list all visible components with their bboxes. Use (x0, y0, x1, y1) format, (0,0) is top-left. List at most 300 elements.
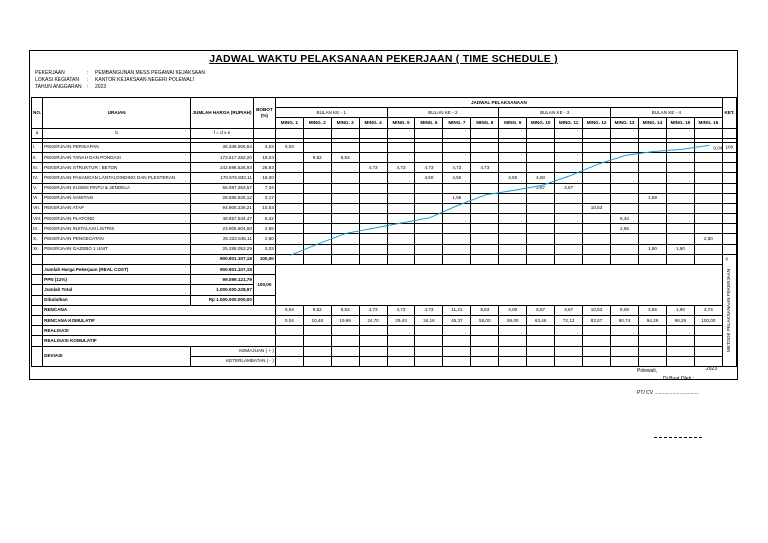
row-week-value (583, 224, 611, 234)
total-empty (275, 254, 303, 264)
row-week-value (694, 142, 722, 152)
header-week: MING. 5 (387, 118, 415, 128)
sign-made-by: Di Buat Oleh : (663, 376, 695, 382)
row-week-value (275, 152, 303, 162)
deviasi-value (387, 356, 415, 366)
row-week-value (611, 163, 639, 173)
letter-cell (275, 128, 303, 138)
plan-value: 72,13 (555, 315, 583, 325)
row-week-value (275, 203, 303, 213)
realisasi-value (471, 326, 499, 336)
row-no: VIII. (32, 214, 43, 224)
row-week-value (527, 244, 555, 254)
summary-week-span (275, 295, 722, 305)
total-bobot: 100,00 (253, 254, 275, 264)
scale-top-label: 100 (725, 144, 734, 150)
plan-value: 4,00 (499, 305, 527, 315)
row-harga: 242.696.626,93 (191, 163, 254, 173)
row-week-value (331, 193, 359, 203)
row-week-value: 1,58 (443, 193, 471, 203)
row-harga: 23.905.604,50 (191, 224, 254, 234)
realisasi-label: REALISASI (43, 326, 276, 336)
row-week-value (443, 214, 471, 224)
header-bobot: BOBOT (%) (253, 98, 275, 129)
header-month: BULAN KE - 2 (387, 108, 499, 118)
row-ket (722, 173, 736, 183)
deviasi-value (611, 346, 639, 356)
header-month: BULAN KE - 4 (611, 108, 723, 118)
letter-cell (638, 128, 666, 138)
row-week-value (275, 214, 303, 224)
row-week-value (694, 173, 722, 183)
row-week-value (527, 203, 555, 213)
summary-label: PPN (11%) (43, 275, 191, 285)
total-empty (471, 254, 499, 264)
realisasi-value (583, 326, 611, 336)
row-no: IX. (32, 224, 43, 234)
row-ket (722, 244, 736, 254)
row-week-value (666, 224, 694, 234)
row-week-value (499, 224, 527, 234)
metode-label (722, 254, 736, 366)
info-value: PEMBANGUNAN MESS PEGAWAI KEJAKSAAN (95, 70, 205, 76)
plan-empty (32, 346, 43, 366)
row-week-value (415, 183, 443, 193)
header-week: MING. 4 (359, 118, 387, 128)
row-week-value (331, 244, 359, 254)
row-week-value (638, 142, 666, 152)
row-harga: 28.586.525,12 (191, 193, 254, 203)
total-empty (303, 254, 331, 264)
row-week-value (638, 224, 666, 234)
row-name: PEKERJAAN PASANGAN LANTAI,DINDING DAN PLESTERAN (43, 173, 191, 183)
row-week-value (331, 224, 359, 234)
deviasi-value (471, 346, 499, 356)
row-week-value (471, 224, 499, 234)
row-week-value (499, 163, 527, 173)
row-week-value (471, 152, 499, 162)
summary-week-span (275, 285, 722, 295)
row-week-value (443, 203, 471, 213)
row-week-value (583, 244, 611, 254)
row-week-value (527, 234, 555, 244)
summary-empty (253, 265, 275, 275)
kemajuan-label: KEMAJUAN ( + ) (191, 346, 276, 356)
info-row: LOKASI KEGIATAN : KANTOR KEJAKSAAN NEGERI POLEWALI (35, 77, 194, 83)
row-no: VI. (32, 193, 43, 203)
row-week-value (387, 193, 415, 203)
table-row (32, 244, 737, 254)
plan-value: 4,73 (359, 305, 387, 315)
row-week-value (415, 203, 443, 213)
deviasi-value (303, 356, 331, 366)
letter-cell (694, 128, 722, 138)
row-week-value: 4,73 (443, 163, 471, 173)
row-week-value (415, 224, 443, 234)
realisasi-value (666, 336, 694, 346)
deviasi-value (694, 356, 722, 366)
plan-value: 24,70 (359, 315, 387, 325)
deviasi-value (555, 356, 583, 366)
row-week-value (415, 152, 443, 162)
deviasi-label: DEVIASI (43, 346, 191, 366)
plan-value: 10,53 (583, 305, 611, 315)
summary-week-span (275, 265, 722, 275)
row-week-value (303, 193, 331, 203)
row-week-value (359, 234, 387, 244)
row-week-value: 5,42 (611, 214, 639, 224)
table-row (32, 183, 737, 193)
row-week-value: 10,53 (583, 203, 611, 213)
table-row (32, 142, 737, 152)
row-week-value: 4,50 (443, 173, 471, 183)
row-harga: 25.232.845,11 (191, 234, 254, 244)
plan-value: 8,57 (527, 305, 555, 315)
realisasi-value (275, 336, 303, 346)
row-ket (722, 152, 736, 162)
row-week-value (666, 234, 694, 244)
total-empty (666, 254, 694, 264)
row-week-value (415, 214, 443, 224)
row-week-value: 2,65 (611, 224, 639, 234)
row-no: III. (32, 163, 43, 173)
deviasi-value (387, 346, 415, 356)
row-week-value (638, 214, 666, 224)
plan-value: 90,74 (611, 315, 639, 325)
summary-empty (32, 275, 43, 285)
total-empty (43, 254, 191, 264)
plan-empty (32, 336, 43, 346)
plan-value: 9,52 (303, 305, 331, 315)
sign-year: 2023 (706, 366, 718, 372)
row-week-value (694, 163, 722, 173)
row-week-value (555, 234, 583, 244)
row-week-value (331, 173, 359, 183)
row-week-value (611, 234, 639, 244)
row-harga: 66.087.263,57 (191, 183, 254, 193)
table-row (32, 214, 737, 224)
letter-cell (722, 128, 736, 138)
row-week-value (611, 152, 639, 162)
deviasi-value (443, 346, 471, 356)
row-week-value (387, 234, 415, 244)
total-empty (583, 254, 611, 264)
row-harga: 48.857.534,47 (191, 214, 254, 224)
realisasi-value (555, 336, 583, 346)
summary-row (32, 265, 737, 275)
row-week-value (611, 244, 639, 254)
row-week-value (359, 142, 387, 152)
summary-row (32, 275, 737, 285)
row-week-value (499, 234, 527, 244)
deviasi-value (638, 356, 666, 366)
table-row (32, 234, 737, 244)
row-week-value (583, 173, 611, 183)
row-week-value (666, 214, 694, 224)
deviasi-value (583, 346, 611, 356)
plan-value: 29,43 (387, 315, 415, 325)
header-uraian: URAIAN (43, 98, 191, 129)
row-week-value (443, 244, 471, 254)
row-week-value (555, 193, 583, 203)
info-value: 2023 (95, 84, 107, 90)
deviasi-value (415, 346, 443, 356)
row-week-value (694, 203, 722, 213)
plan-label: RENCANA (43, 305, 276, 315)
deviasi-value (527, 346, 555, 356)
deviasi-value (666, 346, 694, 356)
letter-cell (555, 128, 583, 138)
header-month: BULAN KE - 1 (275, 108, 387, 118)
total-harga: 900.901.107,18 (191, 254, 254, 264)
row-week-value (443, 183, 471, 193)
realisasi-value (694, 326, 722, 336)
deviasi-value (415, 356, 443, 366)
page-title: JADWAL WAKTU PELAKSANAAN PEKERJAAN ( TIME SCHEDULE ) (209, 53, 558, 65)
row-week-value (303, 203, 331, 213)
row-week-value (275, 234, 303, 244)
realisasi-row (32, 326, 737, 336)
row-bobot: 3,17 (253, 193, 275, 203)
letter-cell (471, 128, 499, 138)
row-week-value: 3,67 (527, 183, 555, 193)
plan-value: 4,73 (387, 305, 415, 315)
row-name: PEKERJAAN PERSIAPAN (43, 142, 191, 152)
row-week-value (387, 224, 415, 234)
plan-empty (32, 315, 43, 325)
header-row (32, 98, 737, 108)
row-no: XI. (32, 244, 43, 254)
summary-bobot: 100,00 (253, 275, 275, 295)
row-week-value (611, 203, 639, 213)
deviasi-row (32, 346, 737, 356)
table-row (32, 173, 737, 183)
summary-empty (32, 265, 43, 275)
deviasi-value (443, 356, 471, 366)
row-bobot: 18,00 (253, 173, 275, 183)
header-week: MING. 12 (583, 118, 611, 128)
plan-value: 3,74 (694, 305, 722, 315)
summary-value: 99.099.121,79 (191, 275, 254, 285)
row-ket (722, 224, 736, 234)
row-week-value (471, 244, 499, 254)
plan-value: 55,00 (471, 315, 499, 325)
rencana-kum-row (32, 315, 737, 325)
row-week-value (583, 142, 611, 152)
row-week-value (555, 142, 583, 152)
row-week-value (666, 193, 694, 203)
total-empty (555, 254, 583, 264)
row-week-value: 4,73 (415, 163, 443, 173)
row-no: I. (32, 142, 43, 152)
info-row: PEKERJAAN : PEMBANGUNAN MESS PEGAWAI KEJAKSAAN (35, 70, 205, 76)
row-week-value (527, 142, 555, 152)
row-week-value (387, 173, 415, 183)
header-week: MING. 10 (527, 118, 555, 128)
row-week-value (638, 234, 666, 244)
row-ket (722, 163, 736, 173)
letter-cell (387, 128, 415, 138)
row-week-value: 3,67 (555, 183, 583, 193)
deviasi-value (471, 356, 499, 366)
row-week-value (359, 173, 387, 183)
realisasi-value (471, 336, 499, 346)
row-week-value (583, 183, 611, 193)
row-week-value (331, 203, 359, 213)
plan-empty (32, 326, 43, 336)
summary-label: Dibulatkan (43, 295, 191, 305)
row-harga: 94.905.236,21 (191, 203, 254, 213)
letter-cell: b (43, 128, 191, 138)
deviasi-value (555, 346, 583, 356)
summary-label: Jumlah Harga Pekerjaan (REAL COST) (43, 265, 191, 275)
letter-cell (359, 128, 387, 138)
plan-value: 9,63 (471, 305, 499, 315)
row-week-value (387, 183, 415, 193)
sign-company: PT/ CV ................................ (637, 390, 699, 396)
summary-row (32, 285, 737, 295)
row-week-value (555, 224, 583, 234)
row-week-value (583, 163, 611, 173)
sign-place: Polewali, (637, 368, 658, 374)
deviasi-value (527, 356, 555, 366)
row-week-value (611, 142, 639, 152)
plan-value: 1,90 (666, 305, 694, 315)
letter-cell (303, 128, 331, 138)
row-week-value (527, 152, 555, 162)
row-week-value (331, 142, 359, 152)
row-week-value (611, 193, 639, 203)
row-week-value (331, 214, 359, 224)
plan-value: 3,67 (555, 305, 583, 315)
row-week-value (387, 203, 415, 213)
total-empty (359, 254, 387, 264)
realisasi-value (331, 326, 359, 336)
row-week-value (555, 214, 583, 224)
row-week-value (666, 183, 694, 193)
table-row (32, 163, 737, 173)
scurve-end-label: 0,04 (713, 145, 723, 151)
row-week-value (694, 224, 722, 234)
realisasi-row (32, 336, 737, 346)
row-week-value: 1,90 (666, 244, 694, 254)
row-week-value (638, 203, 666, 213)
deviasi-value (359, 346, 387, 356)
deviasi-value (331, 356, 359, 366)
row-week-value (694, 183, 722, 193)
row-week-value (499, 244, 527, 254)
summary-week-span (275, 275, 722, 285)
row-week-value (331, 234, 359, 244)
realisasi-value (443, 336, 471, 346)
letter-cell (331, 128, 359, 138)
row-week-value (499, 214, 527, 224)
row-week-value: 4,50 (499, 173, 527, 183)
header-week: MING. 14 (638, 118, 666, 128)
row-name: PEKERJAAN PENGECATAN (43, 234, 191, 244)
realisasi-value (527, 326, 555, 336)
summary-empty (253, 295, 275, 305)
schedule-table (31, 97, 737, 367)
total-empty (331, 254, 359, 264)
row-week-value (387, 214, 415, 224)
keterlambatan-label: KETERLAMBATAN ( - ) (191, 356, 276, 366)
summary-value: 1.000.000.228,97 (191, 285, 254, 295)
row-week-value: 4,73 (471, 163, 499, 173)
row-week-value (583, 214, 611, 224)
row-week-value (415, 234, 443, 244)
realisasi-value (387, 326, 415, 336)
row-no: V. (32, 183, 43, 193)
row-week-value (555, 163, 583, 173)
realisasi-value (359, 326, 387, 336)
deviasi-value (583, 356, 611, 366)
row-name: PEKERJAAN INSTALASI LISTRIK (43, 224, 191, 234)
row-week-value (275, 193, 303, 203)
total-empty (499, 254, 527, 264)
row-bobot: 5,42 (253, 214, 275, 224)
table-row (32, 193, 737, 203)
realisasi-value (499, 326, 527, 336)
row-week-value (471, 214, 499, 224)
realisasi-value (415, 326, 443, 336)
scale-bottom-label: 0 (725, 256, 729, 262)
header-week: MING. 11 (555, 118, 583, 128)
row-week-value (638, 152, 666, 162)
summary-row (32, 295, 737, 305)
letter-cell (443, 128, 471, 138)
summary-empty (32, 285, 43, 295)
realisasi-value (638, 326, 666, 336)
row-week-value (499, 142, 527, 152)
row-week-value (331, 163, 359, 173)
row-harga: 173.517.282,20 (191, 152, 254, 162)
header-week: MING. 1 (275, 118, 303, 128)
row-week-value (527, 163, 555, 173)
deviasi-value (303, 346, 331, 356)
metode-text: METODE PELAKSANAAN PEKERJAAN (726, 268, 732, 352)
row-bobot: 2,80 (253, 234, 275, 244)
row-week-value (666, 142, 694, 152)
row-bobot: 19,04 (253, 152, 275, 162)
row-week-value (303, 142, 331, 152)
plan-value: 45,37 (443, 315, 471, 325)
row-week-value (303, 183, 331, 193)
plan-value: 63,46 (527, 315, 555, 325)
row-week-value (275, 173, 303, 183)
realisasi-value (555, 326, 583, 336)
letter-cell (253, 128, 275, 138)
rencana-row (32, 305, 737, 315)
row-week-value (666, 203, 694, 213)
realisasi-value (694, 336, 722, 346)
row-week-value: 4,50 (415, 173, 443, 183)
row-bobot: 2,65 (253, 224, 275, 234)
letter-cell (666, 128, 694, 138)
deviasi-value (666, 356, 694, 366)
row-week-value (583, 152, 611, 162)
header-jadwal: JADWAL PELAKSANAAN (275, 98, 722, 108)
row-bobot: 26,93 (253, 163, 275, 173)
row-week-value (275, 183, 303, 193)
deviasi-value (331, 346, 359, 356)
row-bobot: 4,03 (253, 142, 275, 152)
row-week-value (443, 234, 471, 244)
row-week-value: 0,04 (275, 142, 303, 152)
row-week-value (359, 224, 387, 234)
row-harga: 25.288.052,29 (191, 244, 254, 254)
row-week-value (666, 163, 694, 173)
